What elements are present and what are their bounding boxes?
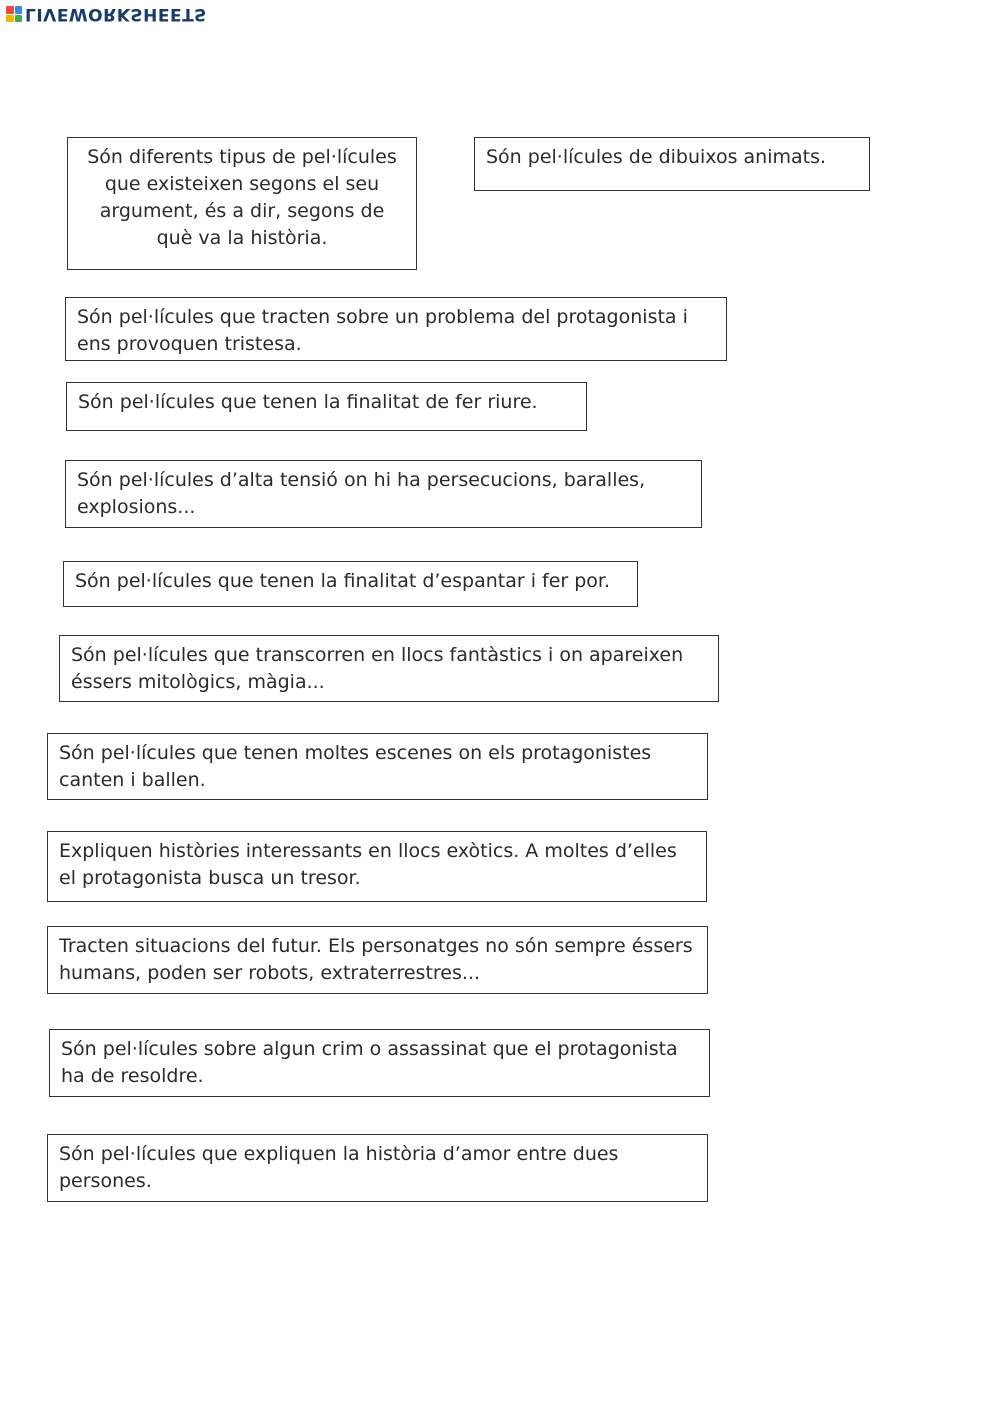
card-horror[interactable]: Són pel·lícules que tenen la finalitat d’espantar i fer por. — [63, 561, 638, 607]
card-definition[interactable]: Són diferents tipus de pel·lícules que existeixen segons el seu argument, és a dir, segons de què va la història. — [67, 137, 417, 270]
card-science-fiction[interactable]: Tracten situacions del futur. Els personatges no són sempre éssers humans, poden ser robots, extraterrestres... — [47, 926, 708, 994]
card-fantasy[interactable]: Són pel·lícules que transcorren en llocs fantàstics i on apareixen éssers mitològics, màgia... — [59, 635, 719, 702]
logo-text: LIVEWORKSHEETS — [25, 4, 207, 24]
card-detective[interactable]: Són pel·lícules sobre algun crim o assassinat que el protagonista ha de resoldre. — [49, 1029, 710, 1097]
card-drama[interactable]: Són pel·lícules que tracten sobre un problema del protagonista i ens provoquen tristesa. — [65, 297, 727, 361]
card-adventure[interactable]: Expliquen històries interessants en llocs exòtics. A moltes d’elles el protagonista busca un tresor. — [47, 831, 707, 902]
logo-grid-icon — [6, 6, 22, 22]
card-comedy[interactable]: Són pel·lícules que tenen la finalitat de fer riure. — [66, 382, 587, 431]
card-romance[interactable]: Són pel·lícules que expliquen la història d’amor entre dues persones. — [47, 1134, 708, 1202]
card-musical[interactable]: Són pel·lícules que tenen moltes escenes on els protagonistes canten i ballen. — [47, 733, 708, 800]
card-action[interactable]: Són pel·lícules d’alta tensió on hi ha persecucions, baralles, explosions... — [65, 460, 702, 528]
card-animation[interactable]: Són pel·lícules de dibuixos animats. — [474, 137, 870, 191]
liveworksheets-logo — [6, 4, 207, 24]
